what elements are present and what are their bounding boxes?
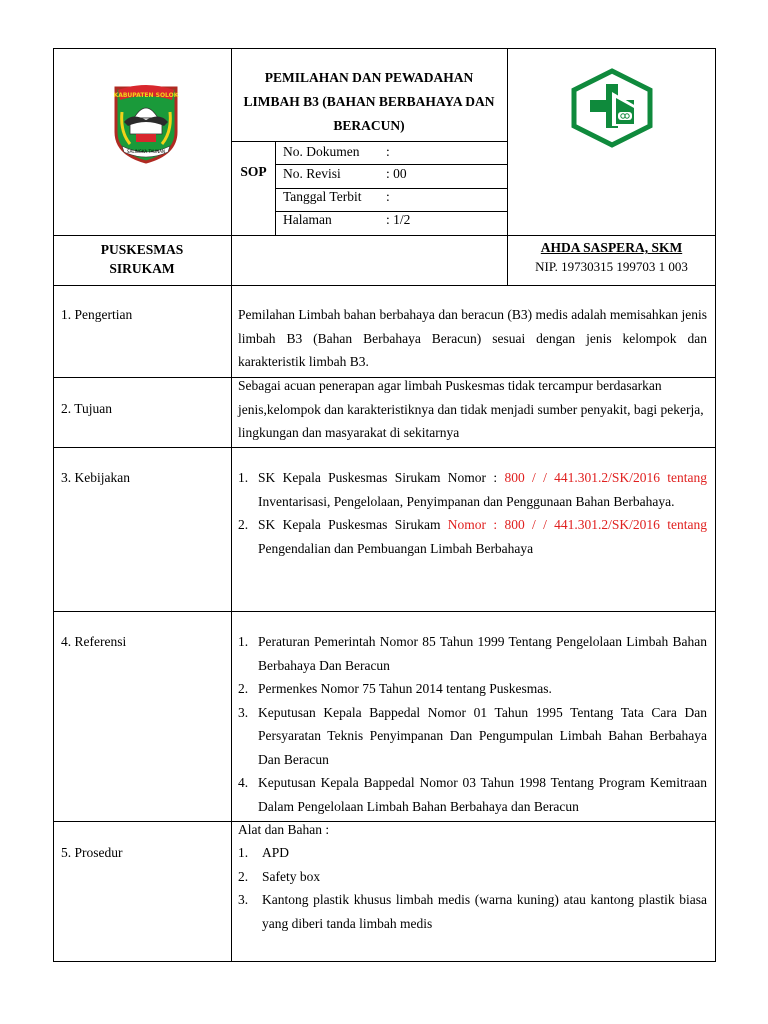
item-text: Safety box [262, 868, 321, 884]
item-number: 3. [238, 704, 249, 720]
meta-label: No. Revisi [283, 166, 341, 181]
prosedur-item [238, 888, 707, 935]
pengertian-text: Pemilahan Limbah bahan berbahaya dan beracun (B3) medis adalah memisahkan jenis limbah B3 (Bahan Berbahaya Beracun) sesuai dengan jenis kelompok dan karakteristik limbah B3. [238, 307, 707, 369]
item-text: Kantong plastik khusus limbah medis (warna kuning) atau kantong plastik biasa yang diberi tanda limbah medis [262, 892, 707, 931]
svg-text:SALINGKA TAUNAN: SALINGKA TAUNAN [127, 149, 165, 154]
referensi-item [238, 630, 707, 677]
item-number: 1. [238, 634, 249, 649]
item-text: Pengendalian dan Pembuangan Limbah Berbahaya [258, 540, 534, 556]
section-label-prosedur: 5. Prosedur [61, 845, 123, 860]
sop-label: SOP [240, 164, 267, 179]
item-highlight: 800 / / 441.301.2/SK/2016 tentang [504, 470, 708, 485]
referensi-list [238, 630, 707, 818]
meta-no-revisi [283, 162, 503, 186]
item-highlight: Nomor : 800 / / 441.301.2/SK/2016 tentang [447, 517, 707, 532]
section-label-pengertian: 1. Pengertian [61, 307, 133, 322]
prosedur-item [238, 865, 707, 889]
referensi-item [238, 701, 707, 772]
section-label-tujuan: 2. Tujuan [61, 401, 113, 416]
kebijakan-item [238, 513, 707, 560]
item-number: 2. [238, 517, 249, 532]
meta-label: No. Dokumen [283, 144, 360, 159]
prosedur-item [238, 841, 707, 865]
item-number: 1. [238, 845, 249, 860]
referensi-item [238, 677, 707, 701]
meta-no-dokumen [283, 140, 503, 164]
item-number: 2. [238, 868, 249, 884]
item-number: 4. [238, 775, 249, 790]
meta-value: : 1/2 [386, 212, 411, 227]
item-number: 1. [238, 470, 249, 485]
meta-halaman [283, 208, 503, 232]
item-text: Keputusan Kepala Bappedal Nomor 03 Tahun 1998 Tentang Program Kemitraan Dalam Pengelolaan Limbah Bahan Berbahaya dan Beracun [258, 775, 707, 814]
item-text: Inventarisasi, Pengelolaan, Penyimpanan dan Penggunaan Bahan Berbahaya. [258, 493, 675, 509]
tujuan-text: Sebagai acuan penerapan agar limbah Puskesmas tidak tercampur berdasarkan jenis,kelompok dan karakteristiknya dan tidak menjadi sumber penyakit, bagi pekerja, lingkungan dan masyarakat di sekitarnya [238, 378, 704, 440]
item-number: 3. [238, 892, 249, 907]
puskesmas-logo [570, 68, 654, 148]
kabupaten-solok-crest [108, 82, 184, 166]
section-label-kebijakan: 3. Kebijakan [61, 470, 130, 485]
signer-name: AHDA SASPERA, SKM [540, 240, 683, 255]
item-text: Peraturan Pemerintah Nomor 85 Tahun 1999 Tentang Pengelolaan Limbah Bahan Berbahaya Dan Beracun [258, 634, 707, 673]
svg-text:KABUPATEN SOLOK: KABUPATEN SOLOK [113, 92, 179, 99]
item-text: SK Kepala Puskesmas Sirukam [258, 517, 448, 532]
org-name: PUSKESMAS SIRUKAM [100, 242, 184, 276]
meta-tanggal-terbit [283, 185, 503, 209]
meta-value: : [386, 144, 390, 159]
kebijakan-list [238, 466, 707, 560]
referensi-item [238, 771, 707, 818]
document-title: PEMILAHAN DAN PEWADAHAN LIMBAH B3 (BAHAN BERBAHAYA DAN BERACUN) [243, 70, 495, 133]
item-number: 2. [238, 681, 249, 696]
meta-label: Tanggal Terbit [283, 189, 362, 204]
item-text: Permenkes Nomor 75 Tahun 2014 tentang Puskesmas. [258, 681, 552, 696]
meta-value: : 00 [386, 166, 407, 181]
signer-nip: NIP. 19730315 199703 1 003 [535, 259, 688, 274]
item-text: Keputusan Kepala Bappedal Nomor 01 Tahun 1995 Tentang Tata Cara Dan Persyaratan Teknis Penyimpanan Dan Pengumpulan Limbah Bahan Berbahaya Dan Beracun [258, 704, 707, 767]
item-text: SK Kepala Puskesmas Sirukam Nomor : [258, 470, 505, 485]
section-label-referensi: 4. Referensi [61, 634, 127, 649]
prosedur-intro: Alat dan Bahan : [238, 822, 330, 837]
prosedur-list [238, 841, 707, 935]
kebijakan-item [238, 466, 707, 513]
item-text: APD [262, 845, 290, 860]
meta-value: : [386, 189, 390, 204]
meta-label: Halaman [283, 212, 332, 227]
